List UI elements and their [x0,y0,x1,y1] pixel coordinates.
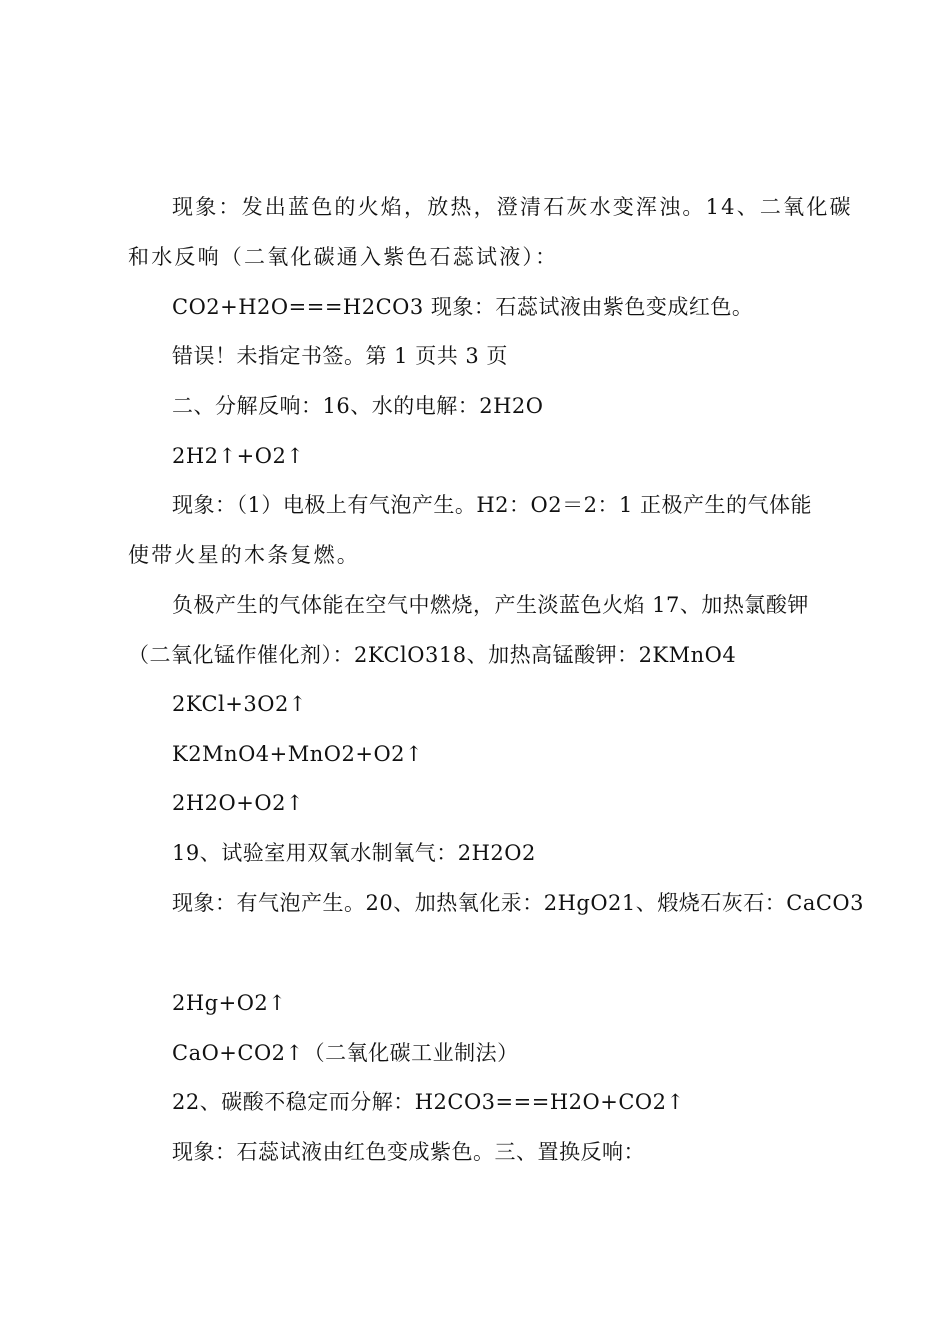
text-line: 和水反响（二氧化碳通入紫色石蕊试液）： [128,245,559,269]
text-line: 2H2O+O2↑ [172,791,305,815]
text-line: 现象：发出蓝色的火焰，放热，澄清石灰水变浑浊。14、二氧化碳 [172,195,853,219]
text-line: 22、碳酸不稳定而分解：H2CO3===H2O+CO2↑ [172,1090,685,1114]
text-line: 2KCl+3O2↑ [172,692,307,716]
text-line: 19、试验室用双氧水制氧气：2H2O2 [172,841,536,865]
text-line: K2MnO4+MnO2+O2↑ [172,742,424,766]
text-line: 现象：（1）电极上有气泡产生。H2：O2＝2：1 正极产生的气体能 [172,493,813,517]
text-line: 负极产生的气体能在空气中燃烧，产生淡蓝色火焰 17、加热氯酸钾 [172,593,809,617]
text-line: CaO+CO2↑（二氧化碳工业制法） [172,1041,519,1065]
text-line: 现象：有气泡产生。20、加热氧化汞：2HgO21、煅烧石灰石：CaCO3 [172,891,865,915]
text-line: 现象：石蕊试液由红色变成紫色。三、置换反响： [172,1140,645,1164]
text-line: 2H2↑+O2↑ [172,444,305,468]
text-line: CO2+H2O===H2CO3 现象：石蕊试液由紫色变成红色。 [172,295,754,319]
text-line: 2Hg+O2↑ [172,991,287,1015]
text-line: 使带火星的木条复燃。 [128,543,360,567]
text-line: 错误！未指定书签。第 1 页共 3 页 [172,344,508,368]
text-line: （二氧化锰作催化剂）：2KClO318、加热高锰酸钾：2KMnO4 [128,643,737,667]
text-line: 二、分解反响：16、水的电解：2H2O [172,394,544,418]
